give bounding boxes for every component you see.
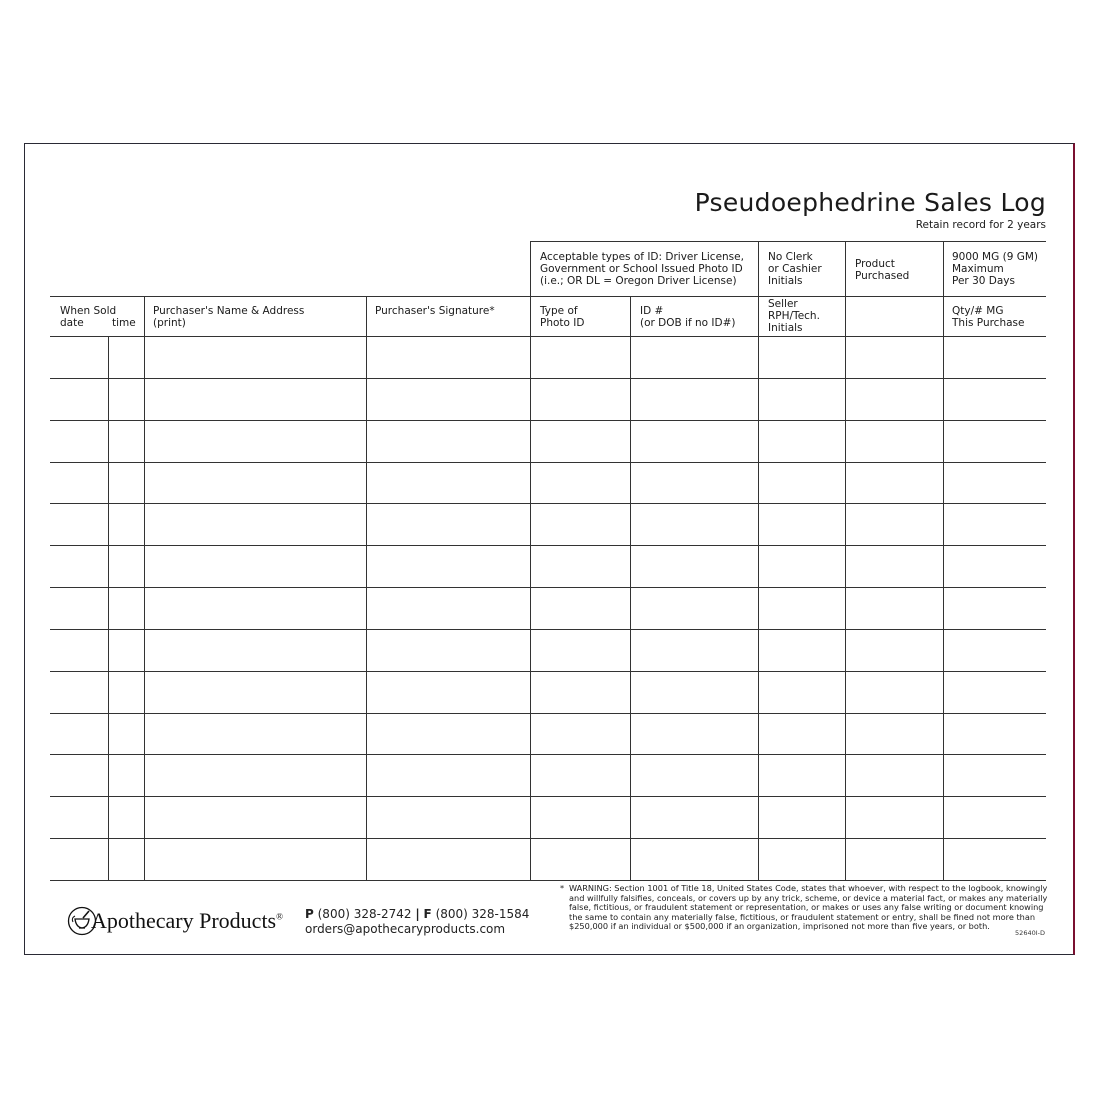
log-entry-cell[interactable] [846,463,942,503]
log-entry-cell[interactable] [145,379,365,419]
log-entry-cell[interactable] [631,421,757,461]
log-entry-cell[interactable] [109,588,143,628]
log-entry-cell[interactable] [367,839,529,879]
log-entry-cell[interactable] [145,337,365,377]
log-entry-cell[interactable] [367,504,529,544]
log-entry-cell[interactable] [51,463,107,503]
log-entry-cell[interactable] [759,839,844,879]
header-when-sold: When Sold [60,305,117,317]
log-entry-cell[interactable] [531,421,629,461]
log-entry-cell[interactable] [759,714,844,754]
log-entry-cell[interactable] [759,504,844,544]
log-entry-cell[interactable] [145,546,365,586]
log-entry-cell[interactable] [531,504,629,544]
log-entry-cell[interactable] [109,546,143,586]
log-entry-cell[interactable] [51,839,107,879]
log-entry-cell[interactable] [944,588,1045,628]
log-entry-cell[interactable] [531,672,629,712]
log-entry-cell[interactable] [944,755,1045,795]
log-entry-cell[interactable] [145,755,365,795]
log-entry-cell[interactable] [944,714,1045,754]
log-entry-cell[interactable] [367,337,529,377]
log-entry-cell[interactable] [531,714,629,754]
header-no-clerk: No Clerk or Cashier Initials [768,251,822,287]
log-entry-cell[interactable] [846,755,942,795]
log-entry-cell[interactable] [145,463,365,503]
log-entry-cell[interactable] [944,672,1045,712]
log-entry-cell[interactable] [367,797,529,837]
brand-name: Apothecary Products® [91,908,283,933]
log-entry-cell[interactable] [145,714,365,754]
log-entry-cell[interactable] [631,504,757,544]
log-entry-cell[interactable] [944,546,1045,586]
log-entry-cell[interactable] [846,504,942,544]
log-entry-cell[interactable] [944,421,1045,461]
log-entry-cell[interactable] [759,630,844,670]
log-entry-cell[interactable] [759,755,844,795]
log-entry-cell[interactable] [846,630,942,670]
log-entry-cell[interactable] [944,504,1045,544]
log-entry-cell[interactable] [944,839,1045,879]
log-entry-cell[interactable] [944,337,1045,377]
header-date: date [60,317,84,329]
row-line [50,880,1046,881]
fax-number: (800) 328-1584 [435,907,530,921]
log-entry-cell[interactable] [145,672,365,712]
log-entry-cell[interactable] [531,630,629,670]
log-entry-cell[interactable] [145,504,365,544]
header-id-types: Acceptable types of ID: Driver License, Government or School Issued Photo ID (i.e.; OR DL = Oregon Driver License) [540,251,744,287]
retain-note: Retain record for 2 years [915,219,1046,231]
log-entry-cell[interactable] [759,588,844,628]
log-entry-cell[interactable] [145,421,365,461]
log-entry-cell[interactable] [145,797,365,837]
log-entry-cell[interactable] [109,463,143,503]
log-entry-cell[interactable] [631,797,757,837]
log-entry-cell[interactable] [846,797,942,837]
log-entry-cell[interactable] [631,755,757,795]
log-entry-cell[interactable] [531,797,629,837]
log-entry-cell[interactable] [531,839,629,879]
log-entry-cell[interactable] [846,714,942,754]
header-qty: Qty/# MG This Purchase [952,305,1025,329]
log-entry-cell[interactable] [759,421,844,461]
form-code: 52640I-D [1015,929,1045,937]
log-entry-cell[interactable] [759,337,844,377]
log-entry-cell[interactable] [367,630,529,670]
log-entry-cell[interactable] [367,546,529,586]
log-entry-cell[interactable] [109,379,143,419]
log-entry-cell[interactable] [367,421,529,461]
log-entry-cell[interactable] [944,379,1045,419]
log-entry-cell[interactable] [367,755,529,795]
log-entry-cell[interactable] [51,797,107,837]
contact-email: orders@apothecaryproducts.com [305,922,506,936]
log-entry-cell[interactable] [51,714,107,754]
log-entry-cell[interactable] [531,337,629,377]
log-entry-cell[interactable] [51,504,107,544]
form-title: Pseudoephedrine Sales Log [694,188,1046,217]
log-entry-cell[interactable] [531,546,629,586]
log-entry-cell[interactable] [109,504,143,544]
log-entry-cell[interactable] [51,630,107,670]
header-divider-line [50,296,1046,297]
log-entry-cell[interactable] [531,379,629,419]
log-entry-cell[interactable] [631,714,757,754]
log-entry-cell[interactable] [367,588,529,628]
log-entry-cell[interactable] [109,755,143,795]
log-entry-cell[interactable] [51,588,107,628]
log-entry-cell[interactable] [145,588,365,628]
contact-phones: P (800) 328-2742 | F (800) 328-1584 [305,907,530,921]
header-id-number: ID # (or DOB if no ID#) [640,305,736,329]
log-entry-cell[interactable] [631,379,757,419]
log-entry-cell[interactable] [531,588,629,628]
log-entry-cell[interactable] [109,421,143,461]
log-entry-cell[interactable] [51,546,107,586]
log-entry-cell[interactable] [531,463,629,503]
log-entry-cell[interactable] [759,546,844,586]
phone-number: (800) 328-2742 [317,907,412,921]
log-entry-cell[interactable] [846,421,942,461]
log-entry-cell[interactable] [759,672,844,712]
legal-warning: * WARNING: Section 1001 of Title 18, United States Code, states that whoever, with respect to the logbook, knowingly and willfully falsifies, conceals, or covers up by any trick, scheme, or device a material fact, or makes any materially false, fictitious, or fraudulent statement or representation, or makes or uses any false writing or document knowing the same to contain any materially false, fictitious, or fraudulent statement or entry, shall be fined not more than $250,000 if an individual or $500,000 if an organization, imprisoned not more than five years, or both. [560,883,1048,932]
log-entry-cell[interactable] [944,463,1045,503]
log-entry-cell[interactable] [51,379,107,419]
header-time: time [112,317,136,329]
log-entry-cell[interactable] [846,588,942,628]
log-entry-cell[interactable] [846,337,942,377]
log-entry-cell[interactable] [631,588,757,628]
log-entry-cell[interactable] [51,337,107,377]
log-entry-cell[interactable] [531,755,629,795]
log-entry-cell[interactable] [109,337,143,377]
upper-header-left-line [530,241,531,296]
log-entry-cell[interactable] [759,379,844,419]
log-entry-cell[interactable] [109,797,143,837]
log-entry-cell[interactable] [846,839,942,879]
header-type-photo-id: Type of Photo ID [540,305,585,329]
log-entry-cell[interactable] [109,839,143,879]
log-entry-cell[interactable] [759,797,844,837]
log-entry-cell[interactable] [631,463,757,503]
log-entry-cell[interactable] [631,337,757,377]
log-entry-cell[interactable] [367,379,529,419]
log-entry-cell[interactable] [145,839,365,879]
header-name-address: Purchaser's Name & Address (print) [153,305,305,329]
log-entry-cell[interactable] [631,672,757,712]
contact-info [305,907,529,937]
header-signature: Purchaser's Signature* [375,305,495,317]
log-entry-cell[interactable] [631,839,757,879]
log-entry-cell[interactable] [367,672,529,712]
upper-header-top-line [530,241,1046,242]
log-entry-cell[interactable] [631,546,757,586]
log-entry-cell[interactable] [145,630,365,670]
log-entry-cell[interactable] [51,755,107,795]
log-entry-cell[interactable] [367,714,529,754]
log-entry-cell[interactable] [109,672,143,712]
header-product: Product Purchased [855,258,910,282]
log-entry-cell[interactable] [846,379,942,419]
log-entry-cell[interactable] [944,630,1045,670]
log-entry-cell[interactable] [109,714,143,754]
log-entry-cell[interactable] [846,672,942,712]
header-seller: Seller RPH/Tech. Initials [768,298,820,334]
log-entry-cell[interactable] [109,630,143,670]
header-max: 9000 MG (9 GM) Maximum Per 30 Days [952,251,1038,287]
brand-logo [67,904,283,938]
log-entry-cell[interactable] [51,672,107,712]
log-entry-cell[interactable] [846,546,942,586]
log-entry-cell[interactable] [944,797,1045,837]
log-entry-cell[interactable] [631,630,757,670]
log-entry-cell[interactable] [759,463,844,503]
log-entry-cell[interactable] [51,421,107,461]
log-entry-cell[interactable] [367,463,529,503]
